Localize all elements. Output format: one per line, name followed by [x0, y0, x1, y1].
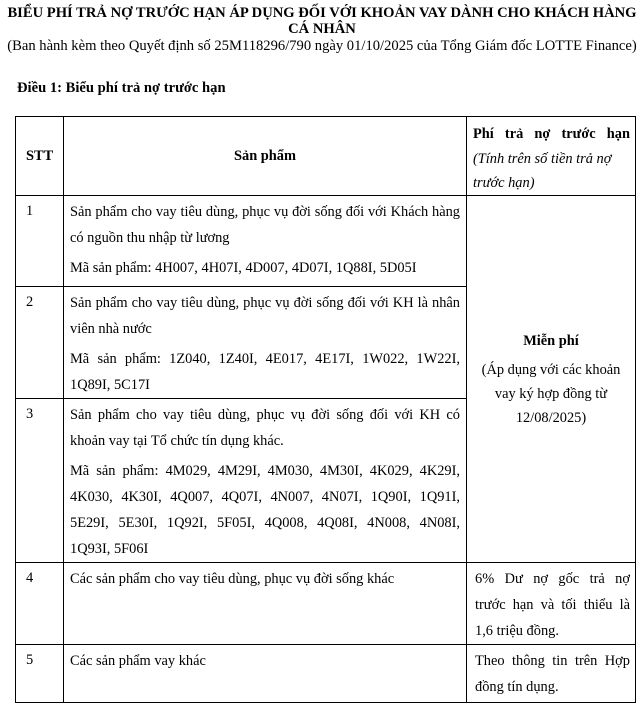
header-stt: STT	[16, 117, 64, 196]
row-stt: 3	[16, 399, 64, 563]
product-description: Các sản phẩm vay khác	[70, 653, 206, 669]
merged-fee-note: (Áp dụng với các khoản vay ký hợp đồng từ 12/08/2025)	[481, 362, 621, 426]
row-stt: 5	[16, 645, 64, 703]
product-description: Sản phẩm cho vay tiêu dùng, phục vụ đời sống đối với KH có khoản vay tại Tổ chức tín dụng khác.	[70, 407, 460, 449]
header-fee-note: (Tính trên số tiền trả nợ trước hạn)	[473, 151, 612, 191]
prepayment-fee-table	[15, 116, 636, 703]
product-codes: Mã sản phẩm: 4M029, 4M29I, 4M030, 4M30I, 4K029, 4K29I, 4K030, 4K30I, 4Q007, 4Q07I, 4N007, 4N07I, 1Q90I, 1Q91I, 5E29I, 5E30I, 1Q92I, 5F05I, 4Q008, 4Q08I, 4N008, 4N08I, 1Q93I, 5F06I	[70, 463, 460, 557]
table-row	[16, 645, 636, 703]
table-row	[16, 563, 636, 645]
merged-fee-cell	[467, 196, 636, 563]
row-stt: 2	[16, 287, 64, 399]
row-stt: 1	[16, 196, 64, 287]
document-subtitle: (Ban hành kèm theo Quyết định số 25M118296/790 ngày 01/10/2025 của Tổng Giám đốc LOTTE Finance)	[7, 38, 637, 54]
row-product	[64, 563, 467, 645]
product-description: Sản phẩm cho vay tiêu dùng, phục vụ đời sống đối với KH là nhân viên nhà nước	[70, 295, 460, 337]
header-fee-title: Phí trả nợ trước hạn	[473, 126, 630, 142]
header-product: Sản phẩm	[64, 117, 467, 196]
table-row	[16, 196, 636, 287]
document-title: BIỂU PHÍ TRẢ NỢ TRƯỚC HẠN ÁP DỤNG ĐỐI VỚI KHOẢN VAY DÀNH CHO KHÁCH HÀNG CÁ NHÂN	[7, 5, 637, 37]
product-codes: Mã sản phẩm: 4H007, 4H07I, 4D007, 4D07I, 1Q88I, 5D05I	[70, 260, 417, 276]
header-fee	[467, 117, 636, 196]
product-description: Sản phẩm cho vay tiêu dùng, phục vụ đời sống đối với Khách hàng có nguồn thu nhập từ lương	[70, 204, 460, 246]
row-stt: 4	[16, 563, 64, 645]
table-header-row	[16, 117, 636, 196]
row-product	[64, 287, 467, 399]
row-product	[64, 399, 467, 563]
row-fee: Theo thông tin trên Hợp đồng tín dụng.	[467, 645, 636, 703]
merged-fee-title: Miễn phí	[523, 333, 579, 349]
section-heading: Điều 1: Biểu phí trả nợ trước hạn	[17, 80, 226, 96]
product-codes: Mã sản phẩm: 1Z040, 1Z40I, 4E017, 4E17I, 1W022, 1W22I, 1Q89I, 5C17I	[70, 351, 460, 393]
product-description: Các sản phẩm cho vay tiêu dùng, phục vụ đời sống khác	[70, 571, 395, 587]
row-product	[64, 645, 467, 703]
row-fee: 6% Dư nợ gốc trả nợ trước hạn và tối thiểu là 1,6 triệu đồng.	[467, 563, 636, 645]
row-product	[64, 196, 467, 287]
